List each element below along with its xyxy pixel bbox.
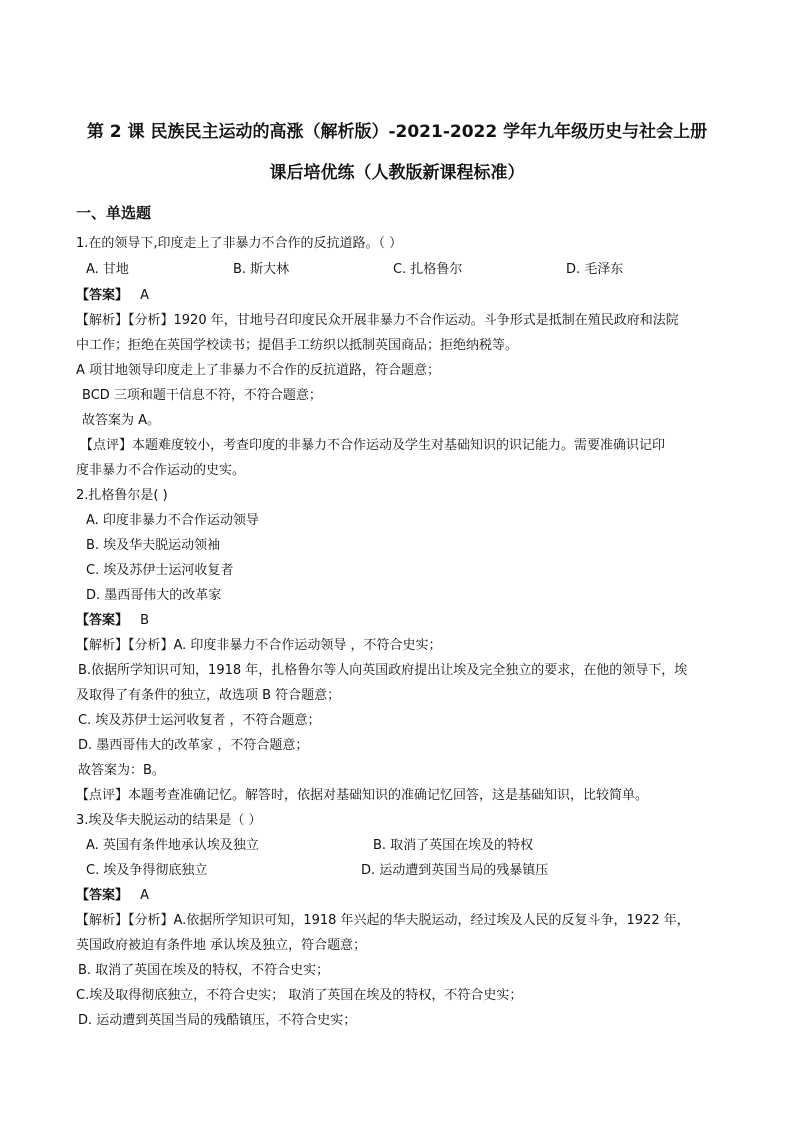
question-1-analysis-line: 度非暴力不合作运动的史实。 (76, 463, 246, 478)
section-heading: 一、单选题 (76, 204, 152, 222)
question-1-option-b: B. 斯大林 (233, 262, 290, 277)
question-2-analysis-line: B.依据所学知识可知，1918 年，扎格鲁尔等人向英国政府提出让埃及完全独立的要求，在他的领导下，埃 (78, 663, 688, 678)
answer-value: B (140, 613, 150, 628)
question-2-analysis-line: 【点评】本题考查准确记忆。解答时，依据对基础知识的准确记忆回答，这是基础知识，比较简单。 (76, 788, 649, 803)
question-1-option-d: D. 毛泽东 (566, 262, 624, 277)
question-1-analysis-line: BCD 三项和题干信息不符，不符合题意； (82, 388, 322, 403)
document-title-line-2: 课后培优练（人教版新课程标准） (269, 163, 525, 183)
question-3-option-d: D. 运动遭到英国当局的残暴镇压 (361, 863, 549, 878)
answer-value: A (140, 288, 150, 303)
answer-label: 【答案】 (76, 888, 129, 903)
question-3-option-a: A. 英国有条件地承认埃及独立 (86, 838, 259, 853)
question-3-option-b: B. 取消了英国在埃及的特权 (373, 838, 534, 853)
answer-value: A (140, 888, 150, 903)
question-1-answer (76, 286, 149, 306)
question-2-option-c: C. 埃及苏伊士运河收复者 (86, 563, 234, 578)
question-1-analysis-line: 故答案为 A。 (82, 413, 161, 428)
question-3-option-c: C. 埃及争得彻底独立 (86, 863, 208, 878)
question-1-stem: 1.在的领导下,印度走上了非暴力不合作的反抗道路。（ ） (76, 236, 403, 251)
question-1-analysis-line: 中工作；拒绝在英国学校读书；提倡手工纺织以抵制英国商品；拒绝纳税等。 (76, 338, 519, 353)
question-3-analysis-line: 英国政府被迫有条件地 承认埃及独立，符合题意； (76, 938, 367, 953)
question-2-stem: 2.扎格鲁尔是( ) (76, 488, 168, 503)
question-3-analysis-line: 【解析】【分析】A.依据所学知识可知，1918 年兴起的华夫脱运动，经过埃及人民的反复斗争，1922 年， (76, 913, 690, 928)
question-2-analysis-line: C. 埃及苏伊士运河收复者 ，不符合题意； (78, 713, 321, 728)
question-1-analysis-line: 【解析】【分析】1920 年，甘地号召印度民众开展非暴力不合作运动。斗争形式是抵制在殖民政府和法院 (76, 313, 679, 328)
question-2-option-d: D. 墨西哥伟大的改革家 (86, 588, 222, 603)
question-2-option-a: A. 印度非暴力不合作运动领导 (86, 513, 259, 528)
question-2-option-b: B. 埃及华夫脱运动领袖 (86, 538, 221, 553)
question-3-analysis-line: B. 取消了英国在埃及的特权，不符合史实； (78, 963, 330, 978)
question-1-analysis-line: 【点评】本题难度较小，考查印度的非暴力不合作运动及学生对基础知识的识记能力。需要准确识记印 (80, 438, 666, 453)
question-2-answer (76, 611, 149, 631)
answer-label: 【答案】 (76, 288, 129, 303)
answer-label: 【答案】 (76, 613, 129, 628)
question-3-answer (76, 886, 149, 906)
question-3-analysis-line: C.埃及取得彻底独立，不符合史实； 取消了英国在埃及的特权，不符合史实； (76, 988, 523, 1003)
question-3-stem: 3.埃及华夫脱运动的结果是（ ） (76, 813, 262, 828)
question-2-analysis-line: D. 墨西哥伟大的改革家 ，不符合题意； (78, 738, 309, 753)
document-title-line-1: 第 2 课 民族民主运动的高涨（解析版）-2021-2022 学年九年级历史与社会上册 (86, 122, 708, 142)
question-1-option-c: C. 扎格鲁尔 (393, 262, 463, 277)
question-2-analysis-line: 故答案为：B。 (78, 763, 165, 778)
question-1-analysis-line: A 项甘地领导印度走上了非暴力不合作的反抗道路，符合题意； (76, 363, 441, 378)
question-2-analysis-line: 【解析】【分析】A. 印度非暴力不合作运动领导 ，不符合史实； (76, 638, 442, 653)
question-1-option-a: A. 甘地 (86, 262, 129, 277)
question-2-analysis-line: 及取得了有条件的独立，故选项 B 符合题意； (76, 688, 341, 703)
question-3-analysis-line: D. 运动遭到英国当局的残酷镇压，不符合史实； (78, 1013, 357, 1028)
